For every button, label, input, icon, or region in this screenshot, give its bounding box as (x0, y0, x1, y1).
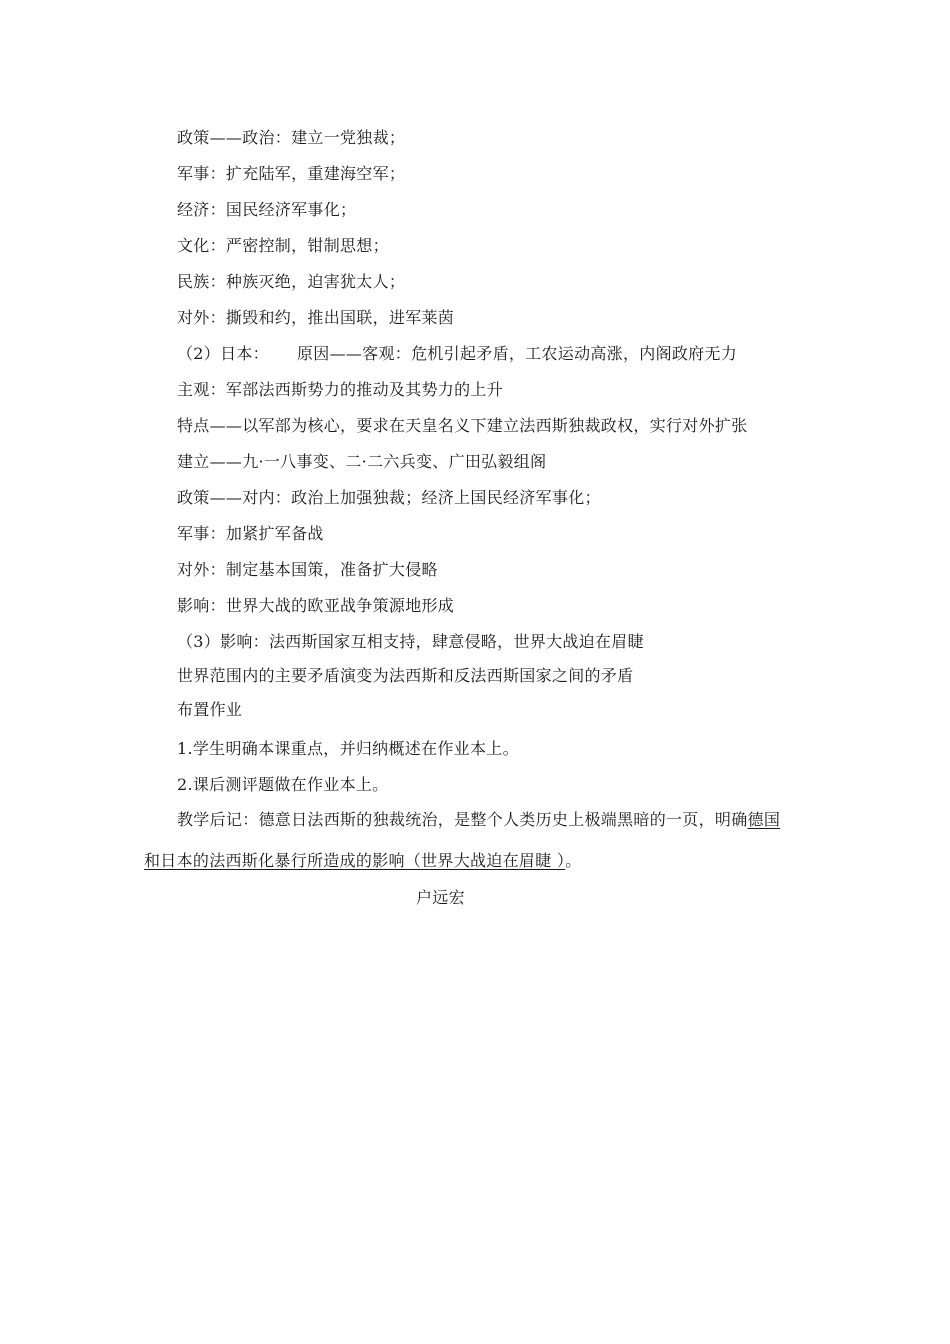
author-signature: 户远宏 (416, 888, 465, 907)
underlined-text: 德国 (747, 810, 781, 829)
text-segment: 。 (565, 851, 582, 870)
text-line: 文化：严密控制，钳制思想； (177, 236, 389, 255)
teaching-note-continued (144, 851, 582, 871)
underlined-text: 和日本的法西斯化暴行所造成的影响（世界大战迫在眉睫 ） (144, 851, 566, 870)
text-line: 世界范围内的主要矛盾演变为法西斯和反法西斯国家之间的矛盾 (177, 666, 634, 685)
homework-item: 2.课后测评题做在作业本上。 (177, 775, 389, 794)
text-line: 经济：国民经济军事化； (177, 200, 357, 219)
teaching-note (177, 810, 780, 830)
homework-item: 1.学生明确本课重点，并归纳概述在作业本上。 (177, 739, 519, 758)
text-line: 对外：制定基本国策，准备扩大侵略 (177, 560, 438, 579)
text-line: 影响：世界大战的欧亚战争策源地形成 (177, 596, 455, 615)
text-segment: 教学后记：德意日法西斯的独裁统治，是整个人类历史上极端黑暗的一页，明确 (177, 810, 748, 829)
text-line: 政策——政治：建立一党独裁； (177, 128, 406, 147)
text-segment: 原因——客观：危机引起矛盾，工农运动高涨，内阁政府无力 (296, 344, 738, 363)
text-line (177, 344, 737, 364)
text-line: 对外：撕毁和约，推出国联，进军莱茵 (177, 308, 455, 327)
text-line: 主观：军部法西斯势力的推动及其势力的上升 (177, 380, 504, 399)
text-line: 政策——对内：政治上加强独裁；经济上国民经济军事化； (177, 488, 601, 507)
text-line: 建立——九·一八事变、二·二六兵变、广田弘毅组阁 (177, 452, 547, 471)
homework-heading: 布置作业 (177, 700, 243, 719)
text-line: 特点——以军部为核心，要求在天皇名义下建立法西斯独裁政权，实行对外扩张 (177, 416, 748, 435)
text-line: （3）影响：法西斯国家互相支持，肆意侵略，世界大战迫在眉睫 (177, 632, 644, 651)
text-line: 军事：加紧扩军备战 (177, 524, 324, 543)
text-line: 民族：种族灭绝，迫害犹太人； (177, 272, 406, 291)
text-line: 军事：扩充陆军，重建海空军； (177, 164, 406, 183)
section-label-japan: （2）日本： (177, 344, 269, 363)
